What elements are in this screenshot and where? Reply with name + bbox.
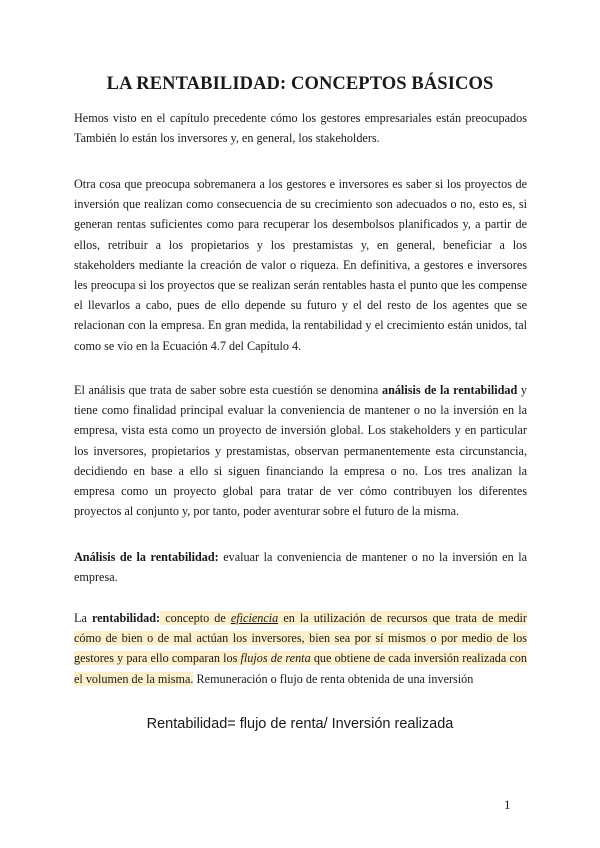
paragraph-intro: Hemos visto en el capítulo precedente cómo los gestores empresariales están preocupados También lo están los inversores y, en general, los stakeholders. [74, 111, 527, 146]
paragraph-analysis [74, 380, 527, 521]
highlight-3: que obtiene de cada inversión realizada con el volumen de la misma. [74, 651, 527, 686]
emphasis-eficiencia: eficiencia [230, 611, 279, 625]
rentabilidad-lead: La [74, 611, 92, 625]
highlight-2: en la utilización de recursos que trata de medir cómo de bien o de mal actúan los inversores, bien sea por sí mismos o por medio de los gestores y para ello comparan los [74, 611, 527, 666]
definition-term: Análisis de la rentabilidad: [74, 550, 219, 564]
highlight-1: concepto de [160, 611, 231, 625]
analysis-term: análisis de la rentabilidad [381, 383, 518, 397]
paragraph-definition-analysis [74, 547, 527, 587]
emphasis-flujos: flujos de renta [240, 651, 311, 666]
page-title: LA RENTABILIDAD: CONCEPTOS BÁSICOS [106, 74, 494, 94]
analysis-text-before: El análisis que trata de saber sobre esta cuestión se denomina [74, 383, 382, 397]
page-number: 1 [504, 797, 511, 812]
analysis-text-after: y tiene como finalidad principal evaluar la conveniencia de mantener o no la inversión en la empresa, vista esta como un proyecto de inversión global. Los stakeholders y en particular los inversores, propietarios y prestamistas, observan permanentemente esta circunstancia, decidiendo en base a ello si siguen financiando la empresa o no. Los tres analizan la empresa como un proyecto global para tratar de ver cómo contribuyen los diferentes proyectos al conjunto y, por tanto, poder aventurar sobre el futuro de la misma. [74, 383, 527, 519]
paragraph-definition-rentabilidad [74, 608, 527, 689]
definition-text: evaluar la conveniencia de mantener o no la inversión en la empresa. [74, 550, 527, 585]
formula: Rentabilidad= flujo de renta/ Inversión realizada [146, 716, 454, 732]
paragraph-concerns: Otra cosa que preocupa sobremanera a los gestores e inversores es saber si los proyectos de inversión que realizan como consecuencia de su crecimiento son adecuados o no, esto es, si generan rentas suficientes como para recuperar los desembolsos planificados y, a partir de ellos, retribuir a los propietarios y los prestamistas y, en general, beneficiar a los stakeholders mediante la creación de valor o riqueza. En definitiva, a gestores e inversores les preocupa si los proyectos que se realizan serán rentables hasta el punto que les compense el llevarlos a cabo, pues de ello depende su futuro y el del resto de los agentes que se relacionan con la empresa. En gran medida, la rentabilidad y el crecimiento están unidos, tal como se vio en la Ecuación 4.7 del Capítulo 4. [74, 177, 527, 353]
rentabilidad-term: rentabilidad: [91, 611, 161, 625]
rentabilidad-tail: Remuneración o flujo de renta obtenida de una inversión [193, 671, 474, 686]
